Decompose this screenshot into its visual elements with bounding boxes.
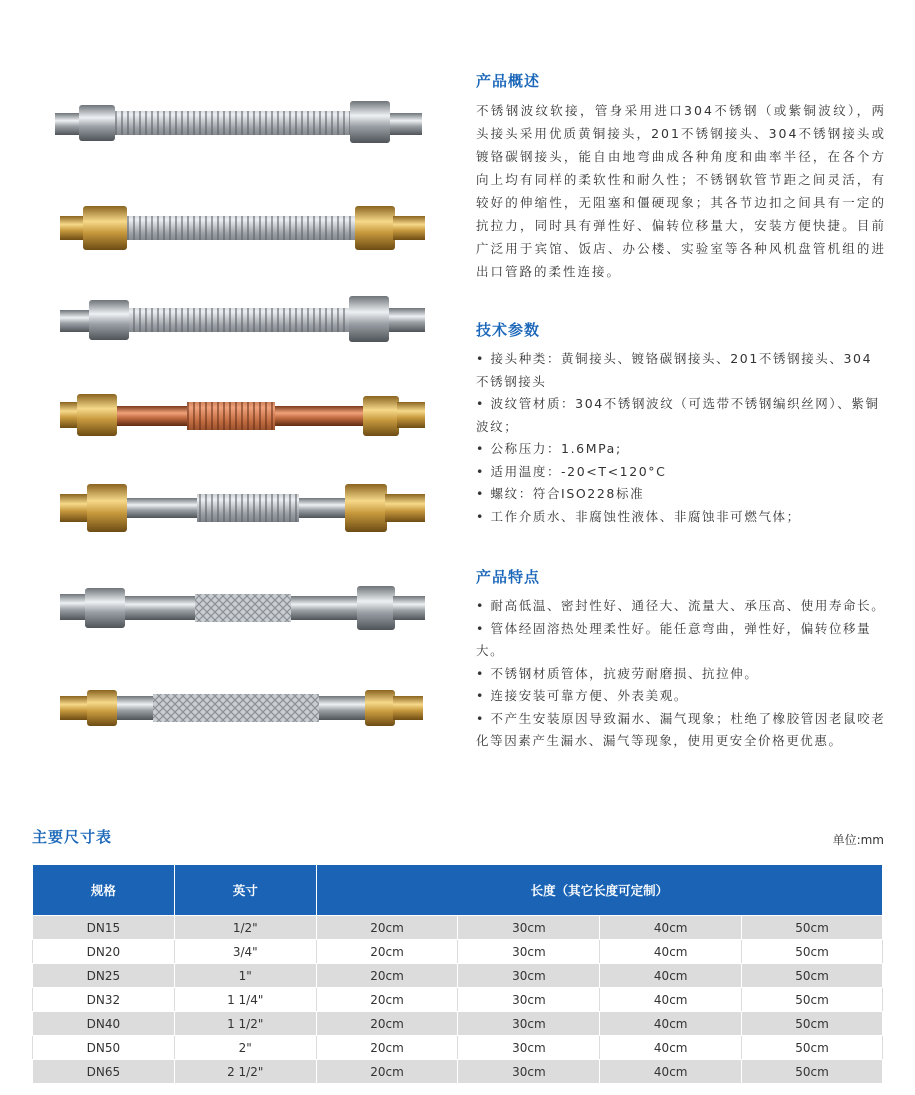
cell-length: 50cm bbox=[742, 988, 883, 1012]
features-list bbox=[476, 595, 886, 753]
cell-length: 50cm bbox=[742, 1060, 883, 1084]
table-row bbox=[33, 916, 883, 940]
hose-image-copper bbox=[55, 388, 430, 444]
cell-length: 40cm bbox=[600, 1036, 742, 1060]
cell-length: 40cm bbox=[600, 964, 742, 988]
list-item: • 耐高低温、密封性好、通径大、流量大、承压高、使用寿命长。 bbox=[476, 595, 886, 618]
table-row bbox=[33, 940, 883, 964]
cell-length: 30cm bbox=[458, 1060, 600, 1084]
cell-length: 30cm bbox=[458, 1036, 600, 1060]
overview-title: 产品概述 bbox=[476, 72, 541, 90]
cell-length: 30cm bbox=[458, 964, 600, 988]
cell-length: 20cm bbox=[316, 964, 458, 988]
size-table bbox=[32, 864, 883, 1084]
cell-spec: DN65 bbox=[33, 1060, 175, 1084]
cell-length: 30cm bbox=[458, 940, 600, 964]
cell-length: 40cm bbox=[600, 988, 742, 1012]
cell-length: 40cm bbox=[600, 940, 742, 964]
cell-length: 50cm bbox=[742, 1012, 883, 1036]
cell-inch: 1/2" bbox=[174, 916, 316, 940]
list-item: • 公称压力：1.6MPa; bbox=[476, 438, 886, 461]
table-row bbox=[33, 1060, 883, 1084]
cell-length: 40cm bbox=[600, 916, 742, 940]
hose-image-braided-steel bbox=[55, 580, 430, 636]
cell-spec: DN20 bbox=[33, 940, 175, 964]
cell-inch: 1" bbox=[174, 964, 316, 988]
list-item: • 波纹管材质：304不锈钢波纹（可选带不锈钢编织丝网）、紫铜波纹； bbox=[476, 393, 886, 438]
unit-label: 单位:mm bbox=[832, 833, 884, 847]
hose-image-stainless-brass bbox=[55, 200, 430, 256]
header-inch: 英寸 bbox=[174, 865, 316, 916]
table-header-row bbox=[33, 865, 883, 916]
list-item: • 适用温度：-20<T<120°C bbox=[476, 461, 886, 484]
cell-spec: DN50 bbox=[33, 1036, 175, 1060]
cell-spec: DN32 bbox=[33, 988, 175, 1012]
cell-inch: 3/4" bbox=[174, 940, 316, 964]
text-column bbox=[476, 70, 886, 753]
list-item: • 不锈钢材质管体，抗疲劳耐磨损、抗拉伸。 bbox=[476, 663, 886, 686]
hose-image-stainless-brass-short bbox=[55, 480, 430, 536]
cell-spec: DN25 bbox=[33, 964, 175, 988]
overview-text: 不锈钢波纹软接，管身采用进口304不锈钢（或紫铜波纹），两头接头采用优质黄铜接头，201不锈钢接头、304不锈钢接头或镀铬碳钢接头，能自由地弯曲成各种角度和曲率半径，在各个方向上均有同样的柔软性和耐久性；不锈钢软管节距之间灵活，有较好的伸缩性，无阻塞和僵硬现象；其各节边扣之间具有一定的抗拉力，同时具有弹性好、偏转位移量大，安装方便快捷。目前广泛用于宾馆、饭店、办公楼、实验室等各种风机盘管机组的进出口管路的柔性连接。 bbox=[476, 103, 886, 279]
list-item: • 管体经固溶热处理柔性好。能任意弯曲，弹性好，偏转位移量大。 bbox=[476, 618, 886, 663]
table-row bbox=[33, 988, 883, 1012]
cell-inch: 1 1/4" bbox=[174, 988, 316, 1012]
cell-length: 40cm bbox=[600, 1060, 742, 1084]
hose-image-stainless-long bbox=[55, 292, 430, 348]
list-item: • 工作介质水、非腐蚀性液体、非腐蚀非可燃气体； bbox=[476, 506, 886, 529]
cell-length: 20cm bbox=[316, 988, 458, 1012]
cell-length: 50cm bbox=[742, 964, 883, 988]
cell-length: 50cm bbox=[742, 916, 883, 940]
hose-image-braided-brass bbox=[55, 680, 430, 736]
list-item: • 不产生安装原因导致漏水、漏气现象；杜绝了橡胶管因老鼠咬老化等因素产生漏水、漏气等现象，使用更安全价格更优惠。 bbox=[476, 708, 886, 753]
cell-length: 20cm bbox=[316, 1060, 458, 1084]
header-spec: 规格 bbox=[33, 865, 175, 916]
hose-image-stainless-chrome bbox=[55, 95, 430, 151]
tech-title: 技术参数 bbox=[476, 321, 541, 339]
cell-inch: 2" bbox=[174, 1036, 316, 1060]
header-length: 长度（其它长度可定制） bbox=[316, 865, 882, 916]
size-table-title: 主要尺寸表 bbox=[32, 828, 113, 846]
cell-length: 20cm bbox=[316, 1036, 458, 1060]
cell-length: 40cm bbox=[600, 1012, 742, 1036]
cell-length: 20cm bbox=[316, 916, 458, 940]
table-row bbox=[33, 1012, 883, 1036]
features-title: 产品特点 bbox=[476, 568, 541, 586]
cell-spec: DN15 bbox=[33, 916, 175, 940]
list-item: • 连接安装可靠方便、外表美观。 bbox=[476, 685, 886, 708]
cell-length: 30cm bbox=[458, 988, 600, 1012]
cell-spec: DN40 bbox=[33, 1012, 175, 1036]
table-row bbox=[33, 964, 883, 988]
cell-length: 50cm bbox=[742, 1036, 883, 1060]
tech-list bbox=[476, 348, 886, 528]
cell-length: 50cm bbox=[742, 940, 883, 964]
cell-length: 30cm bbox=[458, 916, 600, 940]
cell-length: 20cm bbox=[316, 940, 458, 964]
list-item: • 螺纹：符合ISO228标准 bbox=[476, 483, 886, 506]
list-item: • 接头种类：黄铜接头、镀铬碳钢接头、201不锈钢接头、304不锈钢接头 bbox=[476, 348, 886, 393]
cell-length: 30cm bbox=[458, 1012, 600, 1036]
cell-length: 20cm bbox=[316, 1012, 458, 1036]
cell-inch: 1 1/2" bbox=[174, 1012, 316, 1036]
cell-inch: 2 1/2" bbox=[174, 1060, 316, 1084]
table-row bbox=[33, 1036, 883, 1060]
